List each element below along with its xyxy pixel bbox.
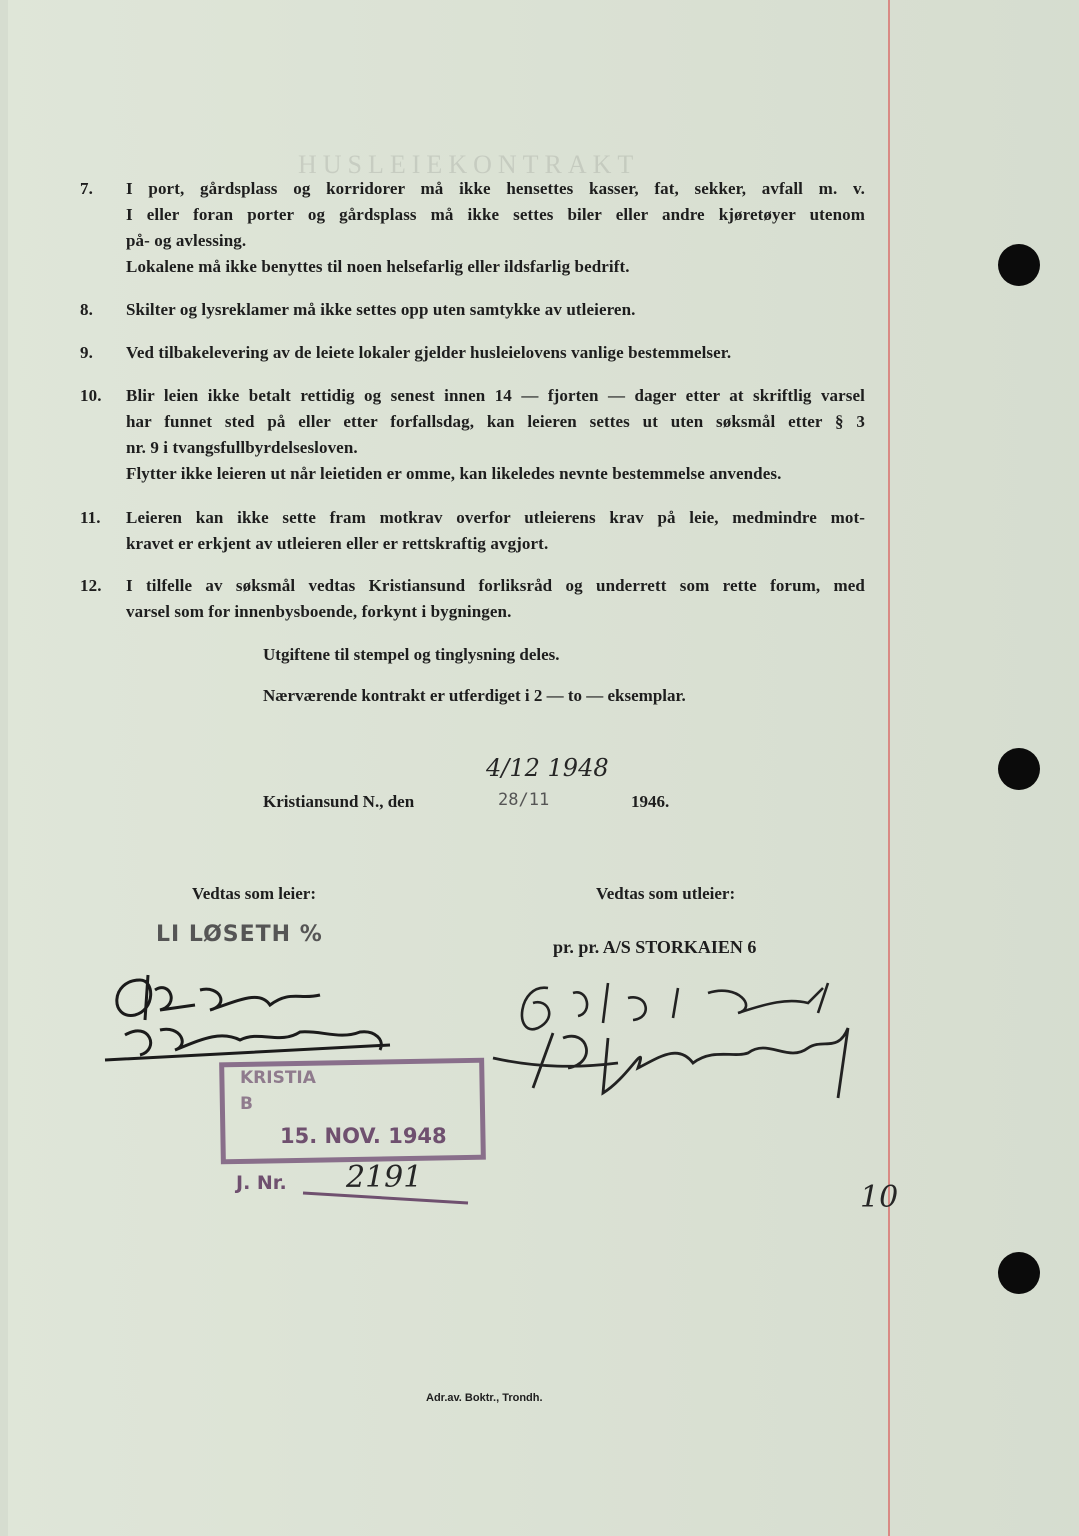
clause-number: 10. — [80, 386, 102, 405]
clause-line: kravet er erkjent av utleieren eller er rettskraftig avgjort. — [126, 534, 549, 553]
contract-year: 1946. — [631, 792, 670, 811]
journal-number-label: J. Nr. — [236, 1172, 287, 1194]
clause-7 — [80, 176, 865, 280]
clause-number: 12. — [80, 576, 102, 595]
clause-line: nr. 9 i tvangsfullbyrdelsesloven. — [126, 438, 358, 457]
clause-line: har funnet sted på eller etter forfallsdag, kan leieren settes ut uten søksmål etter § 3 — [126, 412, 865, 431]
clause-line: Flytter ikke leieren ut når leietiden er omme, kan likeledes nevnte bestemmelse anvendes. — [126, 464, 782, 483]
copies-line: Nærværende kontrakt er utferdiget i 2 — to — eksemplar. — [263, 686, 686, 705]
clause-number: 8. — [80, 300, 93, 319]
clause-line: varsel som for innenbysboende, forkynt i bygningen. — [126, 602, 512, 621]
clause-line: I port, gårdsplass og korridorer må ikke hensettes kasser, fat, sekker, avfall m. v. — [126, 179, 865, 198]
clause-line: Ved tilbakelevering av de leiete lokaler gjelder husleielovens vanlige bestemmelser. — [126, 343, 732, 362]
printer-imprint: Adr.av. Boktr., Trondh. — [426, 1392, 543, 1404]
clause-number: 7. — [80, 179, 93, 198]
registry-stamp-date: 15. NOV. 1948 — [280, 1124, 447, 1148]
stamp-duty-line: Utgiftene til stempel og tinglysning deles. — [263, 645, 560, 664]
handwritten-date-note: 4/12 1948 — [486, 754, 609, 782]
clause-8 — [80, 297, 865, 323]
punch-hole-middle — [998, 748, 1040, 790]
clause-line: I eller foran porter og gårdsplass må ikke settes biler eller andre kjøretøyer utenom — [126, 205, 865, 224]
registry-stamp-line2: B — [240, 1094, 253, 1114]
registry-stamp-line1: KRISTIA — [240, 1068, 316, 1088]
clause-line: Leieren kan ikke sette fram motkrav overfor utleierens krav på leie, medmindre mot- — [126, 508, 865, 527]
punch-hole-top — [998, 244, 1040, 286]
place-label: Kristiansund N., den — [263, 792, 415, 811]
clause-line: Skilter og lysreklamer må ikke settes opp uten samtykke av utleieren. — [126, 300, 636, 319]
clause-line: I tilfelle av søksmål vedtas Kristiansund forliksråd og underrett som rette forum, med — [126, 576, 865, 595]
handwritten-date: 28/11 — [498, 790, 550, 810]
punch-hole-bottom — [998, 1252, 1040, 1294]
clause-line: Lokalene må ikke benyttes til noen helsefarlig eller ildsfarlig bedrift. — [126, 257, 630, 276]
margin-line — [888, 0, 890, 1536]
clause-line: på- og avlessing. — [126, 231, 247, 250]
clause-number: 11. — [80, 508, 101, 527]
landlord-signature — [478, 968, 878, 1113]
journal-number-underline — [298, 1188, 478, 1208]
landlord-label: Vedtas som utleier: — [596, 884, 736, 903]
bleed-through-text: HUSLEIEKONTRAKT — [298, 150, 640, 179]
landlord-company: pr. pr. A/S STORKAIEN 6 — [553, 937, 757, 957]
page-number: 10 — [860, 1180, 899, 1215]
tenant-name-stamp: LI LØSETH % — [156, 922, 323, 947]
clause-line: Blir leien ikke betalt rettidig og senest innen 14 — fjorten — dager etter at skriftlig varsel — [126, 386, 865, 405]
document-page — [8, 0, 1071, 1536]
clause-9 — [80, 340, 865, 366]
clause-10 — [80, 383, 865, 487]
journal-number-value: 2191 — [346, 1160, 423, 1195]
clause-number: 9. — [80, 343, 93, 362]
clause-11 — [80, 505, 865, 557]
tenant-label: Vedtas som leier: — [192, 884, 317, 903]
clause-12 — [80, 573, 865, 625]
tenant-signature — [100, 960, 400, 1070]
